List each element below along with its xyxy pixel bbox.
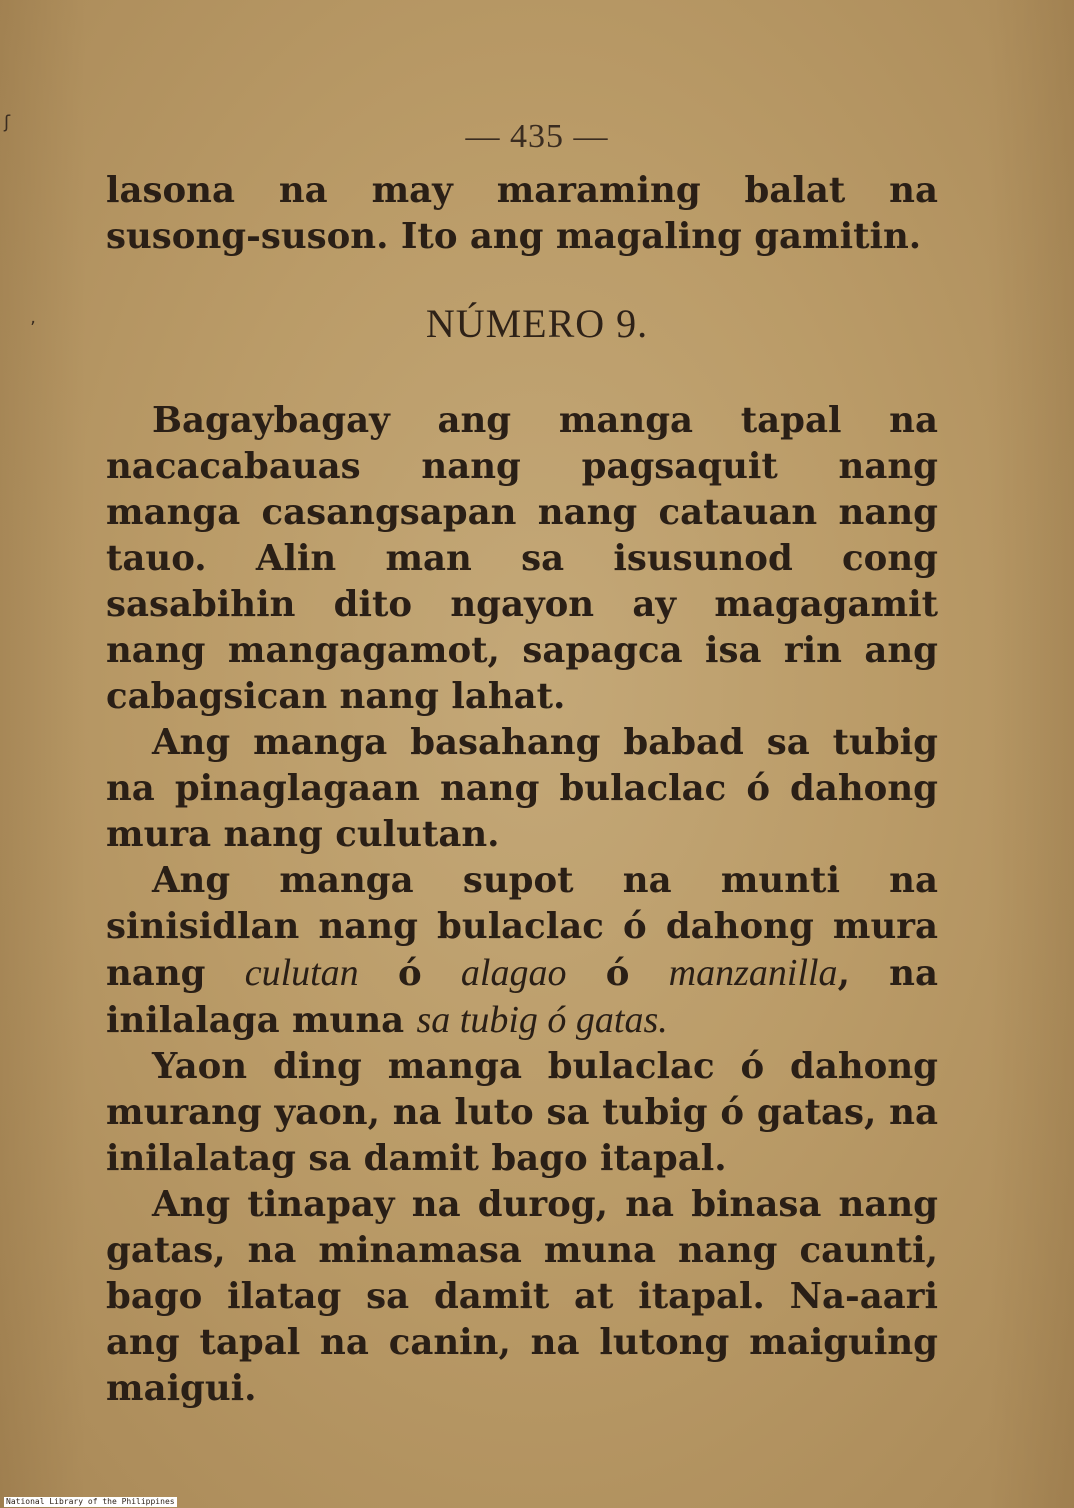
- paragraph-1: Bagaybagay ang manga tapal na nacacabauas nang pagsaquit nang manga casangsapan nang catauan nang tauo. Alin man sa isusunod cong sasabihin dito ngayon ay magagamit nang mangagamot, sapagca isa rin ang cabagsican nang lahat.: [106, 400, 938, 717]
- paragraph-3-part-3: ó: [566, 953, 669, 994]
- continuation-paragraph: [106, 168, 938, 260]
- paragraph-5: Ang tinapay na durog, na binasa nang gatas, na minamasa muna nang caunti, bago ilatag sa damit at itapal. Na-aari ang tapal na canin, na lutong maiguing maigui.: [106, 1184, 938, 1409]
- paragraph-3: [106, 858, 938, 1044]
- paragraph-3-italic-1: culutan: [244, 952, 359, 994]
- paragraph-3-part-2: ó: [358, 953, 461, 994]
- margin-mark-top: ʃ: [4, 112, 11, 133]
- page-number: — 435 —: [465, 118, 609, 155]
- paragraph-3-italic-4: sa tubig ó gatas.: [416, 999, 668, 1041]
- section-title: NÚMERO 9.: [425, 301, 649, 346]
- paragraph-4: Yaon ding manga bulaclac ó dahong murang yaon, na luto sa tubig ó gatas, na inilalatag sa damit bago itapal.: [106, 1046, 938, 1179]
- continuation-text: lasona na may maraming balat na susong-suson. Ito ang magaling gamitin.: [106, 170, 938, 257]
- footer-credit: National Library of the Philippines: [6, 1497, 175, 1506]
- body-text: [106, 398, 938, 1412]
- margin-mark-left: ʼ: [30, 318, 36, 339]
- paragraph-2: Ang manga basahang babad sa tubig na pinaglagaan nang bulaclac ó dahong mura nang culutan.: [106, 722, 938, 855]
- paragraph-3-italic-3: manzanilla: [668, 952, 838, 994]
- paragraph-3-part-4: , na inilalaga muna: [106, 953, 938, 1041]
- paragraph-3-italic-2: alagao: [460, 952, 567, 994]
- paragraph-3-part-1: Ang manga supot na munti na sinisidlan nang bulaclac ó dahong mura nang: [106, 860, 938, 994]
